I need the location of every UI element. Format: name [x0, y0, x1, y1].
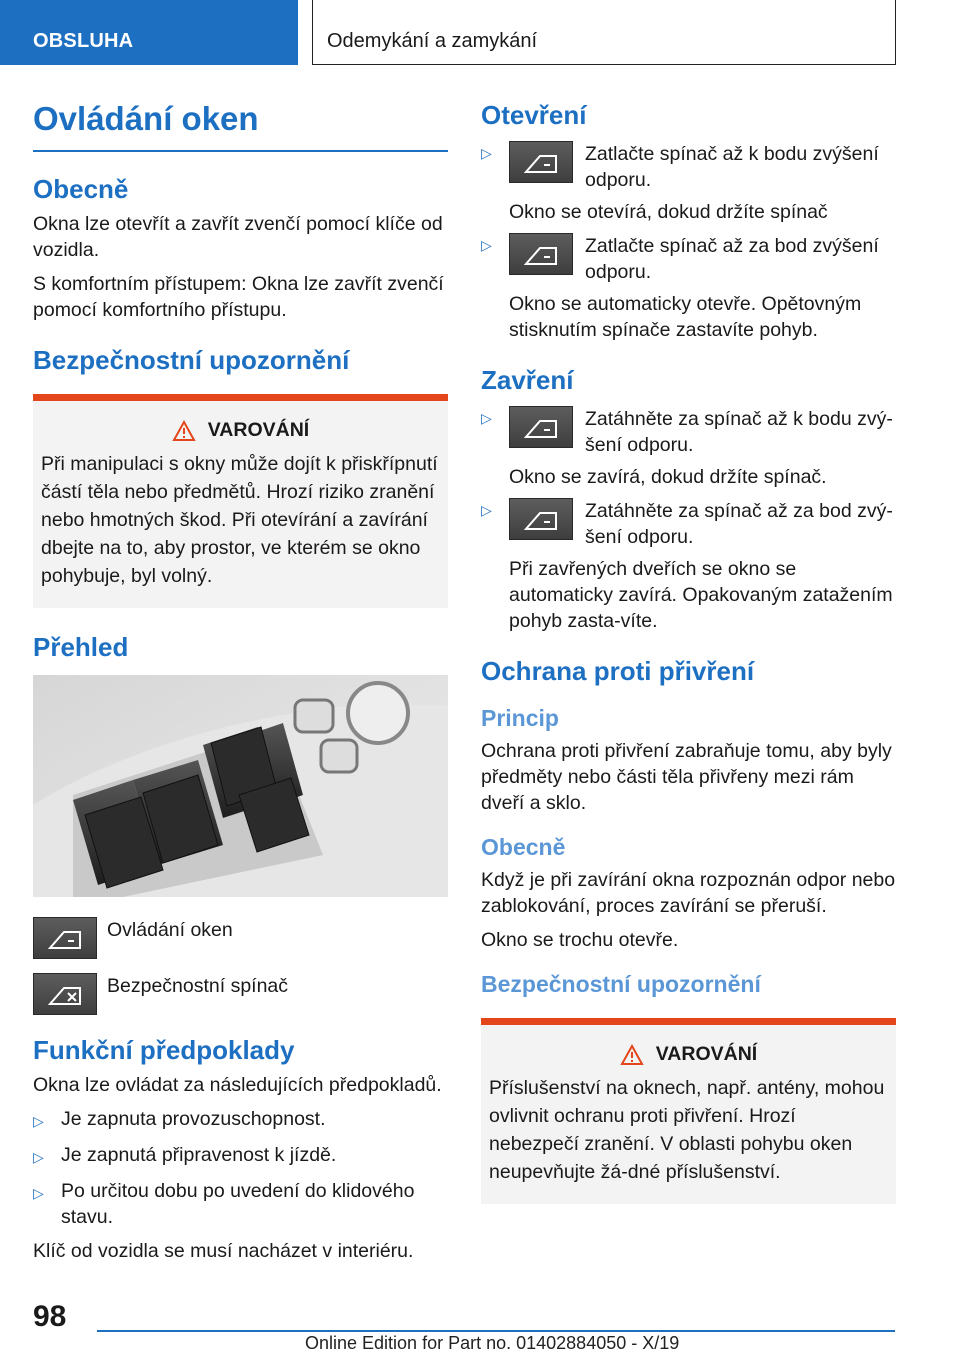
window-switch-icon	[33, 917, 97, 959]
bullet-arrow-icon: ▷	[481, 145, 492, 161]
bullet-arrow-icon: ▷	[33, 1113, 44, 1129]
list-item-text: Po určitou dobu po uvedení do klidového stavu.	[61, 1180, 415, 1228]
warning-text: Při manipulaci s okny může dojít k přiskřípnutí částí těla nebo předmětů. Hrozí riziko zranění nebo hmotných škod. Při otevírání a zavírání dbejte na to, aby prostor, ve kterém se okno pohybuje, byl volný.	[41, 453, 438, 587]
safety-switch-icon	[33, 973, 97, 1015]
left-column	[33, 100, 448, 1272]
paragraph: Okna lze otevřít a zavřít zvenčí pomocí klíče od vozidla.	[33, 213, 443, 261]
heading-ochrana: Ochrana proti přivření	[481, 656, 755, 686]
warning-triangle-icon	[620, 1044, 644, 1066]
bullet-arrow-icon: ▷	[33, 1185, 44, 1201]
window-switch-icon	[509, 141, 573, 183]
heading-otevreni: Otevření	[481, 100, 587, 130]
warning-box	[33, 394, 448, 608]
window-switch-icon	[509, 233, 573, 275]
step-note: Okno se otevírá, dokud držíte spínač	[509, 201, 828, 223]
footer-edition: Online Edition for Part no. 01402884050 - X/19	[305, 1333, 680, 1353]
heading-obecne: Obecně	[33, 174, 129, 204]
warning-label: VAROVÁNÍ	[207, 419, 310, 441]
warning-title	[41, 419, 440, 442]
paragraph: Ochrana proti přivření zabraňuje tomu, aby byly předměty nebo části těla přivřeny mezi rám dveří a sklo.	[481, 740, 892, 814]
page-number: 98	[33, 1300, 67, 1333]
warning-box	[481, 1018, 896, 1204]
legend-label: Bezpečnostní spínač	[107, 975, 289, 997]
step-text: Zatlačte spínač až k bodu zvýšení odporu.	[585, 143, 879, 191]
step-note: Při zavřených dveřích se okno se automaticky zavírá. Opakovaným zatažením pohyb zasta-víte.	[509, 558, 893, 632]
list-item-text: Je zapnuta provozuschopnost.	[61, 1108, 326, 1130]
step-text: Zatáhněte za spínač až k bodu zvý-šení odporu.	[585, 408, 893, 456]
footer-divider	[97, 1330, 895, 1332]
warning-title	[489, 1043, 888, 1066]
bullet-arrow-icon: ▷	[481, 237, 492, 253]
list-item-text: Je zapnutá připravenost k jízdě.	[61, 1144, 337, 1166]
paragraph: S komfortním přístupem: Okna lze zavřít zvenčí pomocí komfortního přístupu.	[33, 273, 444, 321]
heading-princip: Princip	[481, 705, 559, 731]
paragraph: Klíč od vozidla se musí nacházet v interiéru.	[33, 1240, 414, 1262]
section-tab[interactable]: OBSLUHA	[0, 0, 298, 65]
legend-window-switch	[33, 917, 448, 959]
bullet-arrow-icon: ▷	[481, 410, 492, 426]
list-item	[33, 1106, 448, 1134]
warning-text: Příslušenství na oknech, např. antény, mohou ovlivnit ochranu proti přivření. Hrozí nebezpečí zranění. V oblasti pohybu oken neupevňujte žá-dné příslušenství.	[489, 1077, 885, 1183]
heading-prehled: Přehled	[33, 632, 129, 662]
step-note: Okno se zavírá, dokud držíte spínač.	[509, 466, 827, 488]
step-text: Zatáhněte za spínač až za bod zvý-šení odporu.	[585, 500, 893, 548]
window-switch-icon	[509, 406, 573, 448]
step	[481, 141, 896, 193]
heading-funkcni: Funkční předpoklady	[33, 1035, 295, 1065]
heading-bezpecnost: Bezpečnostní upozornění	[33, 345, 350, 375]
step-text: Zatlačte spínač až za bod zvýšení odporu.	[585, 235, 879, 283]
legend-safety-switch	[33, 973, 448, 1015]
paragraph: Okno se trochu otevře.	[481, 929, 679, 951]
door-switch-photo	[33, 675, 448, 897]
chapter-title: Odemykání a zamykání	[312, 0, 896, 65]
list-item	[33, 1142, 448, 1170]
warning-label: VAROVÁNÍ	[655, 1043, 758, 1065]
window-switch-icon	[509, 498, 573, 540]
heading-bezpecnost: Bezpečnostní upozornění	[481, 971, 761, 997]
bullet-arrow-icon: ▷	[481, 502, 492, 518]
step	[481, 233, 896, 285]
right-column	[481, 100, 896, 1228]
heading-zavreni: Zavření	[481, 365, 574, 395]
step-note: Okno se automaticky otevře. Opětovným stisknutím spínače zastavíte pohyb.	[509, 293, 862, 341]
page-title: Ovládání oken	[33, 100, 448, 152]
list-item	[33, 1178, 448, 1230]
paragraph: Okna lze ovládat za následujících předpokladů.	[33, 1074, 442, 1096]
step	[481, 406, 896, 458]
step	[481, 498, 896, 550]
paragraph: Když je při zavírání okna rozpoznán odpor nebo zablokování, proces zavírání se přeruší.	[481, 869, 896, 917]
legend-label: Ovládání oken	[107, 919, 233, 941]
bullet-arrow-icon: ▷	[33, 1149, 44, 1165]
warning-triangle-icon	[172, 420, 196, 442]
heading-obecne: Obecně	[481, 834, 566, 860]
